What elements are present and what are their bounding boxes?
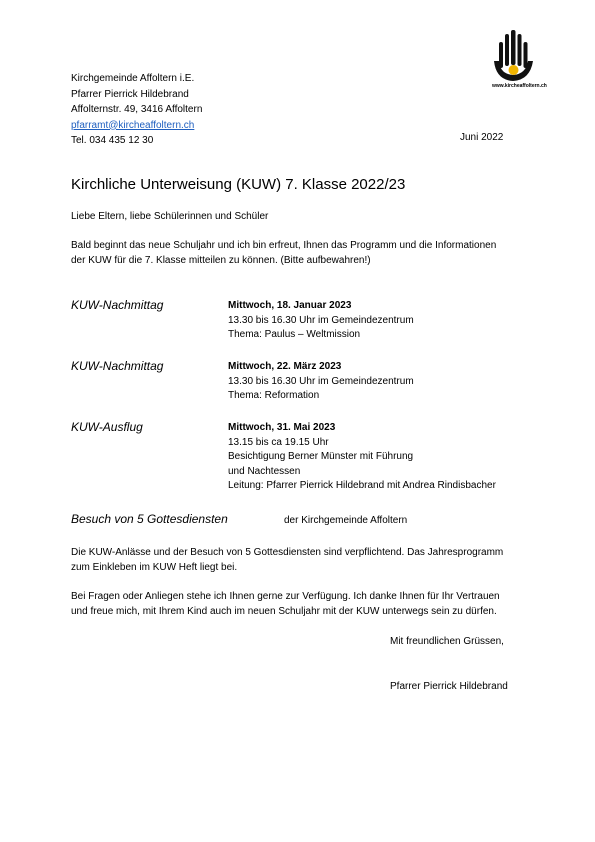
event-details: [228, 360, 414, 404]
intro-line: Bald beginnt das neue Schuljahr und ich bin erfreut, Ihnen das Programm und die Informationen: [71, 240, 497, 251]
signature: Pfarrer Pierrick Hildebrand: [390, 681, 508, 692]
sender-phone: Tel. 034 435 12 30: [71, 135, 154, 146]
event-topic: Thema: Reformation: [228, 390, 320, 401]
event-date: Mittwoch, 18. Januar 2023: [228, 300, 352, 311]
services-label: Besuch von 5 Gottesdiensten: [71, 512, 228, 526]
contact-paragraph: [71, 590, 500, 619]
event-description: und Nachtessen: [228, 465, 301, 477]
event-time: 13.30 bis 16.30 Uhr im Gemeindezentrum: [228, 375, 414, 387]
closing: Mit freundlichen Grüssen,: [390, 636, 504, 647]
sender-parish: Kirchgemeinde Affoltern i.E.: [71, 73, 195, 84]
letter-date: Juni 2022: [460, 132, 504, 143]
intro-line: der KUW für die 7. Klasse mitteilen zu können. (Bitte aufbewahren!): [71, 254, 371, 266]
event-details: [228, 299, 414, 343]
paragraph-line: Die KUW-Anlässe und der Besuch von 5 Gottesdiensten sind verpflichtend. Das Jahresprogramm: [71, 547, 504, 558]
logo-caption: www.kircheaffoltern.ch: [492, 83, 547, 89]
event-time: 13.15 bis ca 19.15 Uhr: [228, 436, 329, 448]
paragraph-line: zum Einkleben im KUW Heft liegt bei.: [71, 561, 238, 573]
paragraph-line: und freue mich, mit Ihrem Kind auch im neuen Schuljahr mit der KUW unterwegs sein zu dürfen.: [71, 605, 497, 617]
event-time: 13.30 bis 16.30 Uhr im Gemeindezentrum: [228, 314, 414, 326]
sender-email-link[interactable]: pfarramt@kircheaffoltern.ch: [71, 119, 195, 131]
event-leader: Leitung: Pfarrer Pierrick Hildebrand mit Andrea Rindisbacher: [228, 480, 496, 491]
salutation: Liebe Eltern, liebe Schülerinnen und Schüler: [71, 211, 269, 222]
letter-title: Kirchliche Unterweisung (KUW) 7. Klasse 2022/23: [71, 176, 406, 193]
event-label: KUW-Nachmittag: [71, 298, 164, 312]
event-date: Mittwoch, 22. März 2023: [228, 361, 342, 372]
paragraph-line: Bei Fragen oder Anliegen stehe ich Ihnen gerne zur Verfügung. Ich danke Ihnen für Ihr Vertrauen: [71, 591, 500, 602]
event-topic: Thema: Paulus – Weltmission: [228, 329, 361, 340]
sender-address: [71, 73, 202, 151]
services-detail: der Kirchgemeinde Affoltern: [284, 515, 408, 526]
obligation-paragraph: [71, 546, 503, 575]
event-date: Mittwoch, 31. Mai 2023: [228, 422, 336, 433]
event-label: KUW-Ausflug: [71, 420, 143, 434]
event-description: Besichtigung Berner Münster mit Führung: [228, 451, 414, 462]
intro-paragraph: [71, 239, 496, 268]
event-details: [228, 421, 496, 494]
church-logo: [488, 28, 547, 92]
sender-pastor: Pfarrer Pierrick Hildebrand: [71, 88, 189, 100]
event-label: KUW-Nachmittag: [71, 359, 164, 373]
sender-street: Affolternstr. 49, 3416 Affoltern: [71, 104, 203, 115]
